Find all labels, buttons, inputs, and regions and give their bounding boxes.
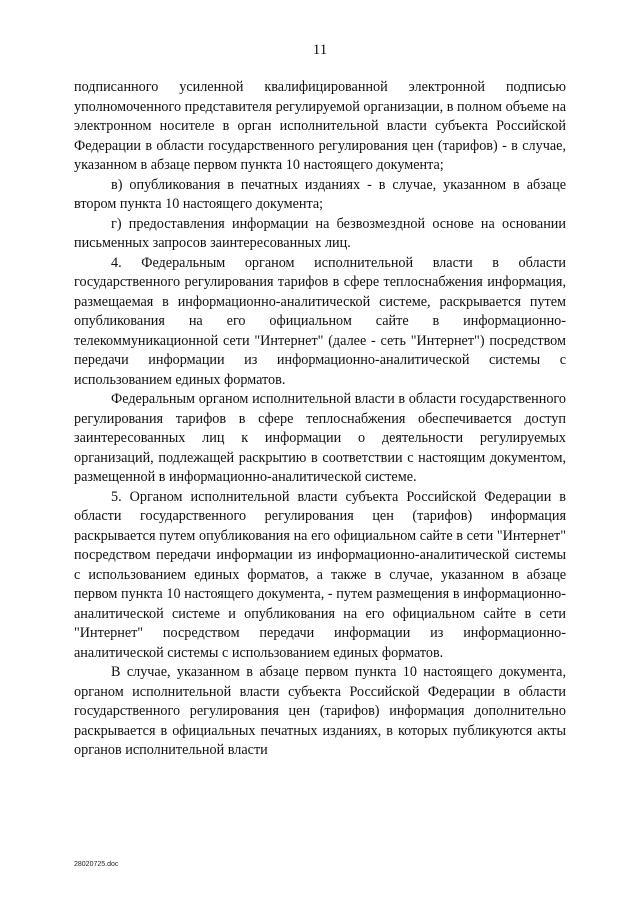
paragraph: В случае, указанном в абзаце первом пункта 10 настоящего документа, органом исполнительной власти субъекта Российской Федерации в области государственного регулирования цен (тарифов) информация дополнительно раскрывается в официальных печатных изданиях, в которых публикуются акты органов исполнительной власти xyxy=(74,664,566,758)
paragraph: Федеральным органом исполнительной власти в области государственного регулирования тарифов в сфере теплоснабжения обеспечивается доступ заинтересованных лиц к информации о деятельности регулируемых организаций, подлежащей раскрытию в соответствии с настоящим документом, размещенной в информационно-аналитической системе. xyxy=(74,391,566,485)
paragraph: в) опубликования в печатных изданиях - в случае, указанном в абзаце втором пункта 10 настоящего документа; xyxy=(74,176,566,212)
page-number: 11 xyxy=(312,42,328,58)
footer-filename: 28020725.doc xyxy=(74,861,119,868)
document-body xyxy=(74,78,566,761)
paragraph: 5. Органом исполнительной власти субъекта Российской Федерации в области государственного регулирования цен (тарифов) информация раскрывается путем опубликования на его официальном сайте в сети "Интернет" посредством передачи информации из информационно-аналитической системы с использованием единых форматов, а также в случае, указанном в абзаце первом пункта 10 настоящего документа, - путем размещения в информационно-аналитической системе и опубликования на его официальном сайте в сети "Интернет" посредством передачи информации из информационно-аналитической системы с использованием единых форматов. xyxy=(74,488,566,661)
paragraph: 4. Федеральным органом исполнительной власти в области государственного регулирования тарифов в сфере теплоснабжения информация, размещаемая в информационно-аналитической системе, раскрывается путем опубликования на его официальном сайте в информационно-телекоммуникационной сети "Интернет" (далее - сеть "Интернет") посредством передачи информации из информационно-аналитической системы с использованием единых форматов. xyxy=(74,254,566,388)
paragraph: подписанного усиленной квалифицированной электронной подписью уполномоченного представителя регулируемой организации, в полном объеме на электронном носителе в орган исполнительной власти субъекта Российской Федерации в области государственного регулирования цен (тарифов) - в случае, указанном в абзаце первом пункта 10 настоящего документа; xyxy=(74,79,566,173)
paragraph: г) предоставления информации на безвозмездной основе на основании письменных запросов заинтересованных лиц. xyxy=(74,215,566,251)
